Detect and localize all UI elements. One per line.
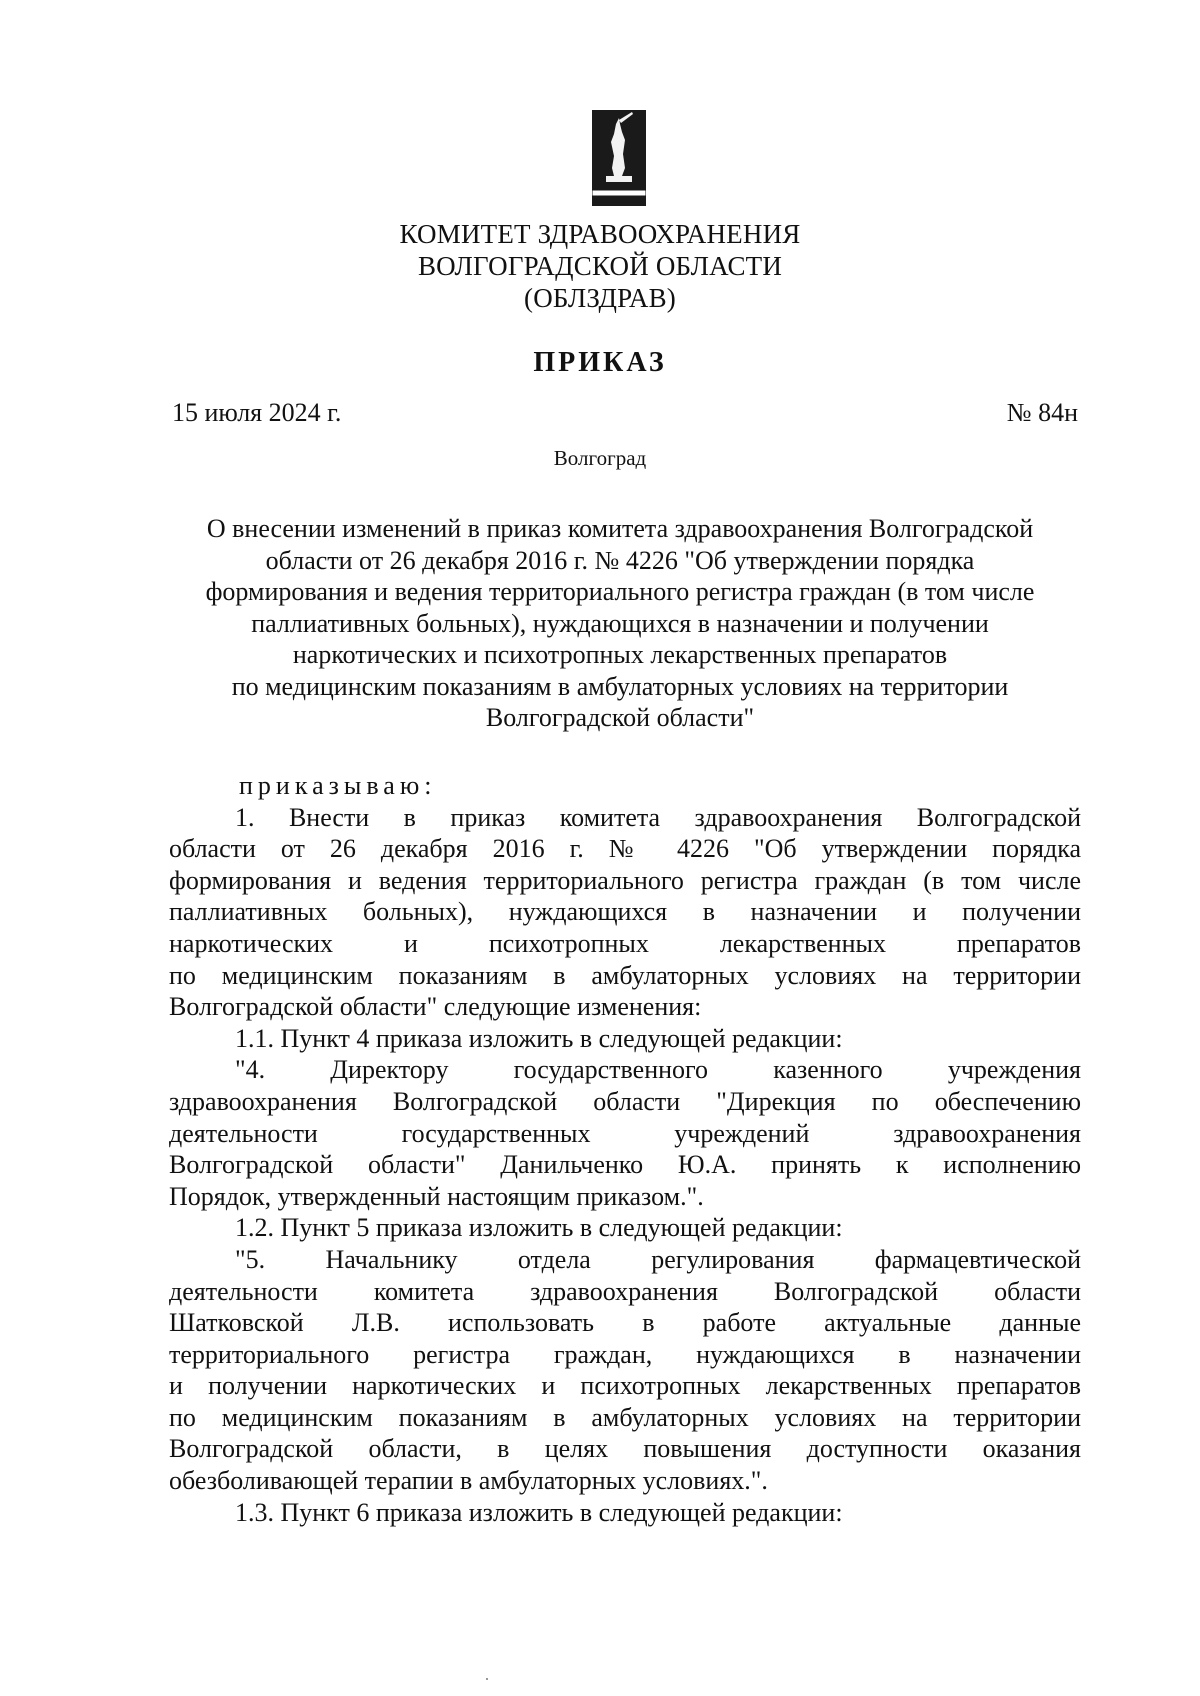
- body-line: территориального регистра граждан, нуждающихся в назначении: [169, 1339, 1081, 1369]
- scan-speck: [486, 1678, 488, 1680]
- document-type-title: ПРИКАЗ: [533, 347, 667, 378]
- body-line: Шатковской Л.В. использовать в работе актуальные данные: [169, 1308, 1081, 1338]
- subject-line: наркотических и психотропных лекарственных препаратов: [292, 640, 948, 669]
- document-body: [169, 770, 1081, 1528]
- body-line: области от 26 декабря 2016 г. № 4226 "Об утверждении порядка: [169, 834, 1081, 864]
- subject-line: по медицинским показаниям в амбулаторных условиях на территории: [231, 671, 1009, 701]
- body-line: 1.1. Пункт 4 приказа изложить в следующей редакции:: [235, 1023, 843, 1053]
- body-line: "4. Директору государственного казенного учреждения: [235, 1055, 1081, 1085]
- body-line: деятельности комитета здравоохранения Волгоградской области: [169, 1276, 1081, 1306]
- body-line: Волгоградской области" следующие изменения:: [169, 992, 702, 1022]
- document-city: Волгоград: [553, 446, 647, 470]
- order-verb: приказываю:: [239, 771, 437, 800]
- body-line: здравоохранения Волгоградской области "Дирекция по обеспечению: [169, 1086, 1081, 1116]
- body-line: Волгоградской области" Данильченко Ю.А. принять к исполнению: [169, 1150, 1081, 1180]
- coat-of-arms-emblem: [592, 110, 646, 206]
- body-line: Порядок, утвержденный настоящим приказом.".: [169, 1181, 704, 1211]
- body-line: Волгоградской области, в целях повышения доступности оказания: [169, 1434, 1081, 1464]
- subject-line: паллиативных больных), нуждающихся в назначении и получении: [251, 608, 989, 638]
- body-line: деятельности государственных учреждений здравоохранения: [169, 1118, 1081, 1148]
- org-abbreviation: (ОБЛЗДРАВ): [524, 283, 676, 313]
- body-line: 1.2. Пункт 5 приказа изложить в следующей редакции:: [235, 1213, 843, 1243]
- subject-line: формирования и ведения территориального регистра граждан (в том числе: [205, 577, 1035, 606]
- body-line: обезболивающей терапии в амбулаторных условиях.".: [169, 1466, 768, 1496]
- body-line: 1. Внести в приказ комитета здравоохранения Волгоградской: [235, 802, 1081, 832]
- document-subject: [160, 513, 1080, 734]
- org-name-line1: КОМИТЕТ ЗДРАВООХРАНЕНИЯ: [399, 219, 801, 249]
- document-date: 15 июля 2024 г.: [172, 398, 342, 427]
- document-number: № 84н: [1006, 398, 1078, 427]
- body-line: по медицинским показаниям в амбулаторных условиях на территории: [169, 960, 1081, 990]
- body-line: "5. Начальнику отдела регулирования фармацевтической: [235, 1244, 1081, 1274]
- body-line: формирования и ведения территориального регистра граждан (в том числе: [169, 865, 1081, 895]
- body-line: паллиативных больных), нуждающихся в назначении и получении: [169, 897, 1081, 927]
- body-line: и получении наркотических и психотропных лекарственных препаратов: [169, 1371, 1081, 1401]
- body-line: по медицинским показаниям в амбулаторных условиях на территории: [169, 1402, 1081, 1432]
- org-name-line2: ВОЛГОГРАДСКОЙ ОБЛАСТИ: [417, 251, 783, 281]
- body-line: 1.3. Пункт 6 приказа изложить в следующей редакции:: [235, 1497, 843, 1527]
- body-line: наркотических и психотропных лекарственных препаратов: [169, 928, 1081, 958]
- subject-line: области от 26 декабря 2016 г. № 4226 "Об утверждении порядка: [265, 545, 975, 575]
- subject-line: О внесении изменений в приказ комитета здравоохранения Волгоградской: [206, 514, 1034, 543]
- subject-line: Волгоградской области": [485, 703, 755, 732]
